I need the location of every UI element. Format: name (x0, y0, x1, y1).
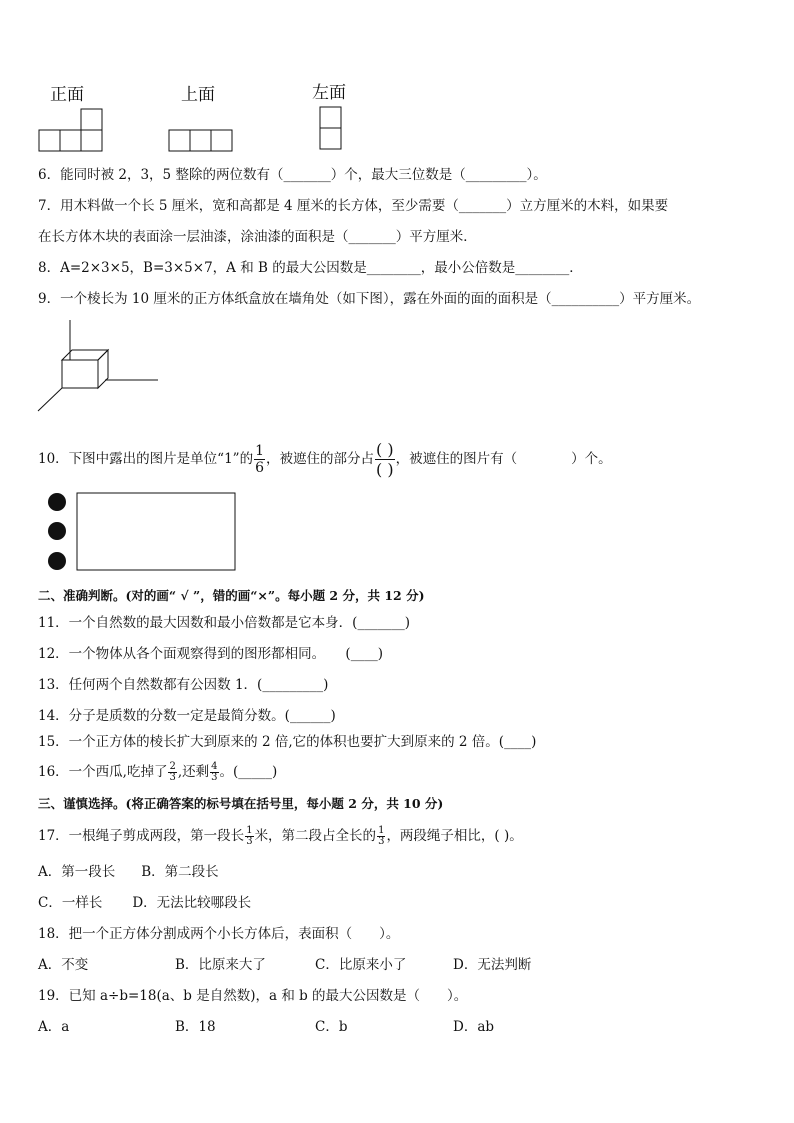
question-17: 17．一根绳子剪成两段，第一段长 $\frac{1}{3}$ 米，第二段占全长的 $\frac{1}{3}$ ，两段绳子相比，( )。 (38, 825, 523, 847)
question-17-options-ab (38, 862, 219, 882)
question-18: 18．把一个正方体分割成两个小长方体后，表面积（ ）。 (38, 926, 400, 942)
question-15: 15．一个正方体的棱长扩大到原来的 2 倍,它的体积也要扩大到原来的 2 倍。(____) (38, 734, 537, 750)
question-19: 19．已知 a÷b=18(a、b 是自然数)，a 和 b 的最大公因数是（ ）。 (38, 988, 468, 1004)
fraction-two-thirds: $\frac{2}{3}$ (169, 761, 176, 783)
front-view-label: 正面 (50, 85, 84, 105)
question-14: 14．分子是质数的分数一定是最简分数。(______) (38, 708, 336, 724)
fraction-four-thirds: $\frac{4}{3}$ (211, 761, 218, 783)
picture-cover-figure (40, 488, 250, 578)
q19-option-d: D．ab (453, 1019, 495, 1035)
q18-option-d: D．无法判断 (453, 957, 532, 973)
blank-fraction: $\frac{( )}{( )}$ (376, 440, 394, 479)
option-a: A．第一段长 (38, 864, 116, 880)
three-view-figures (0, 100, 400, 160)
top-view-figure (169, 130, 232, 151)
visible-dot (48, 552, 66, 570)
q18-option-b: B．比原来大了 (175, 957, 266, 973)
question-7-line-2: 在长方体木块的表面涂一层油漆，涂油漆的面积是（_______）平方厘米． (38, 229, 477, 245)
cube-corner-figure (30, 318, 170, 418)
front-view-figure (39, 109, 102, 151)
fraction-one-third-share: $\frac{1}{3}$ (378, 825, 385, 847)
option-b: B．第二段长 (141, 864, 219, 880)
question-11: 11．一个自然数的最大因数和最小倍数都是它本身．(_______) (38, 615, 410, 631)
left-view-figure (320, 107, 341, 149)
q19-option-c: C．b (315, 1019, 348, 1035)
question-13: 13．任何两个自然数都有公因数 1．(_________) (38, 677, 329, 693)
left-view-label: 左面 (312, 83, 346, 103)
section-3-heading: 三、谨慎选择。(将正确答案的标号填在括号里，每小题 2 分，共 10 分) (38, 796, 444, 811)
question-9: 9．一个棱长为 10 厘米的正方体纸盒放在墙角处（如下图），露在外面的面的面积是（__________）平方厘米。 (38, 291, 701, 307)
question-8: 8．A=2×3×5，B=3×5×7，A 和 B 的最大公因数是________，最小公倍数是________． (38, 260, 583, 276)
fraction-one-third-meter: $\frac{1}{3}$ (246, 825, 253, 847)
visible-dot (48, 522, 66, 540)
q18-option-c: C．比原来小了 (315, 957, 407, 973)
top-view-label: 上面 (181, 85, 215, 105)
visible-dot (48, 493, 66, 511)
question-10: 10．下图中露出的图片是单位“1”的 $\frac{1}{6}$ ，被遮住的部分占 $\frac{( )}{( )}$ ，被遮住的图片有（ ）个。 (38, 440, 612, 479)
q19-option-b: B．18 (175, 1019, 216, 1035)
question-17-options-cd (38, 893, 251, 913)
question-12: 12．一个物体从各个面观察得到的图形都相同。 (____) (38, 646, 383, 662)
q18-option-a: A．不变 (38, 957, 89, 973)
q19-option-a: A．a (38, 1019, 70, 1035)
question-6: 6．能同时被 2，3，5 整除的两位数有（_______）个，最大三位数是（_________）。 (38, 167, 547, 183)
cover-rectangle (77, 493, 235, 570)
fraction-one-sixth: $\frac{1}{6}$ (255, 443, 264, 476)
question-7-line-1: 7．用木料做一个长 5 厘米，宽和高都是 4 厘米的长方体，至少需要（_______）立方厘米的木料，如果要 (38, 198, 669, 214)
option-c: C．一样长 (38, 895, 103, 911)
section-2-heading: 二、准确判断。(对的画“ √ ”，错的画“×”。每小题 2 分，共 12 分) (38, 588, 425, 603)
question-16: 16．一个西瓜,吃掉了 $\frac{2}{3}$ ,还剩 $\frac{4}{3}$ 。(_____) (38, 761, 278, 783)
option-d: D．无法比较哪段长 (132, 895, 252, 911)
